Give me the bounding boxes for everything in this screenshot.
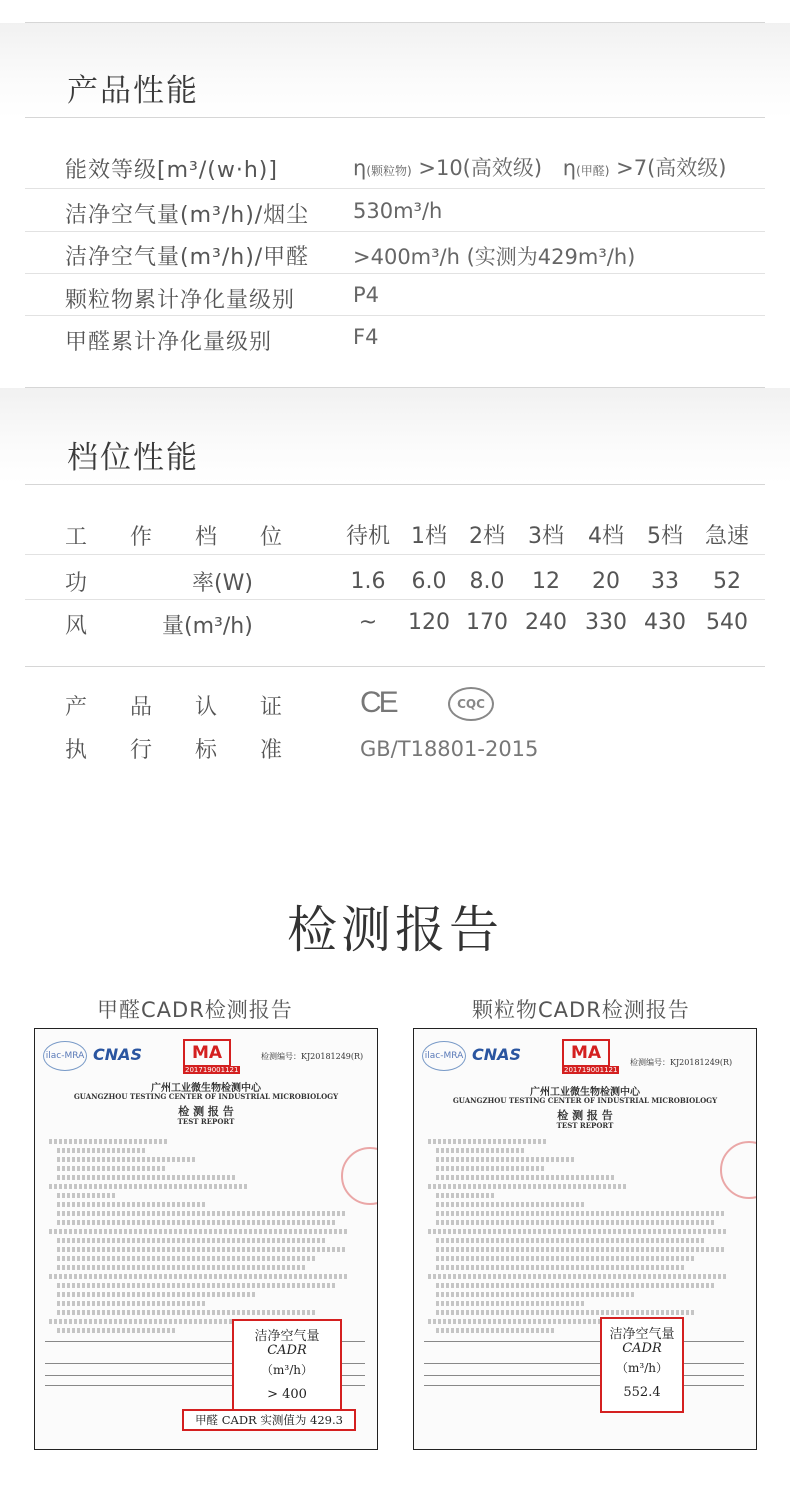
standard-label: 执 行 标 准 — [65, 738, 300, 763]
spec-label-smoke: 洁净空气量(m³/h)/烟尘 — [65, 203, 310, 228]
ma-logo-icon: MA — [183, 1039, 231, 1067]
gear-modes-cell: 4档 — [588, 524, 624, 549]
gear-modes-cell: 1档 — [411, 524, 447, 549]
report-text-line — [57, 1283, 337, 1288]
spec-value-particle-grade: P4 — [353, 283, 380, 307]
ccc-mark-icon: CQC — [448, 687, 494, 721]
report-logos — [43, 1039, 373, 1079]
report-text-line — [436, 1220, 716, 1225]
report-text-line — [436, 1157, 576, 1162]
gear-modes-cell: 3档 — [528, 524, 564, 549]
report-text-line — [49, 1139, 169, 1144]
spec-row-divider — [25, 188, 765, 189]
gear-air-cell: 240 — [525, 610, 567, 635]
left-report-document[interactable] — [34, 1028, 378, 1450]
cadr-note-box — [182, 1409, 356, 1431]
spec-row-divider — [25, 231, 765, 232]
report-text-line — [436, 1310, 696, 1315]
report-text-line — [428, 1139, 548, 1144]
gear-air-cell: 170 — [466, 610, 508, 635]
gear-air-cell: ~ — [358, 610, 378, 635]
seal-icon — [341, 1147, 378, 1205]
gear-power-cell: 6.0 — [411, 569, 447, 594]
center-name-cn: 广州工业微生物检测中心 — [530, 1087, 640, 1098]
gear-row-label-air-b: 量(m³/h) — [162, 614, 253, 639]
report-text-line — [57, 1220, 337, 1225]
gear-modes-cell: 2档 — [469, 524, 505, 549]
left-report-caption: 甲醛CADR检测报告 — [97, 998, 293, 1022]
report-table-rule — [424, 1385, 744, 1386]
report-text-line — [57, 1238, 327, 1243]
report-title-cn: 检 测 报 告 — [178, 1105, 234, 1118]
gear-modes-cell: 待机 — [345, 524, 390, 549]
report-text-line — [57, 1310, 317, 1315]
report-title-en: TEST REPORT — [177, 1117, 235, 1126]
report-text-line — [49, 1274, 349, 1279]
test-number: 检测编号：KJ20181249(R) — [261, 1052, 364, 1061]
gear-row-label-power-a: 功 — [65, 571, 88, 596]
report-text-line — [436, 1211, 726, 1216]
gear-power-cell: 33 — [651, 569, 679, 594]
spec-value-smoke: 530m³/h — [353, 199, 443, 223]
gear-row-divider — [25, 599, 765, 600]
ilac-logo-icon: ilac-MRA — [422, 1041, 466, 1071]
gear-modes-cell: 5档 — [647, 524, 683, 549]
product-header-divider — [25, 117, 765, 118]
report-text-line — [57, 1256, 317, 1261]
gear-row-label-mode: 工 作 档 位 — [65, 525, 300, 550]
report-text-line — [57, 1175, 237, 1180]
ilac-logo-icon: ilac-MRA — [43, 1041, 87, 1071]
ma-number: 201719001121 — [564, 1066, 618, 1074]
ma-number: 201719001121 — [185, 1066, 239, 1074]
spec-value-formaldehyde: >400m³/h (实测为429m³/h) — [353, 245, 636, 269]
report-text-line — [57, 1157, 197, 1162]
cnas-logo-icon: CNAS — [93, 1045, 143, 1064]
cadr-box-cadr: CADR — [267, 1343, 307, 1358]
cadr-box-value: > 400 — [267, 1387, 307, 1402]
report-text-line — [436, 1301, 586, 1306]
ce-mark-icon: CE — [360, 686, 396, 719]
report-table-rule — [424, 1375, 744, 1376]
center-name-en: GUANGZHOU TESTING CENTER OF INDUSTRIAL MICROBIOLOGY — [73, 1092, 339, 1101]
gear-modes-cell: 急速 — [704, 524, 749, 549]
report-text-line — [57, 1265, 307, 1270]
report-text-line — [436, 1166, 546, 1171]
report-text-line — [436, 1328, 556, 1333]
spec-label-efficiency: 能效等级[m³/(w·h)] — [65, 158, 278, 183]
gear-row-divider — [25, 554, 765, 555]
report-text-line — [49, 1184, 249, 1189]
report-text-line — [436, 1265, 686, 1270]
report-text-line — [57, 1211, 347, 1216]
report-text-line — [57, 1301, 207, 1306]
report-text-line — [57, 1292, 257, 1297]
reports-title: 检测报告 — [287, 901, 503, 959]
spec-value-formaldehyde-grade: F4 — [353, 325, 379, 349]
gear-row-label-air-a: 风 — [65, 614, 88, 639]
gear-power-cell: 12 — [532, 569, 560, 594]
spec-row-divider — [25, 315, 765, 316]
report-text-line — [436, 1202, 586, 1207]
report-text-line — [428, 1274, 728, 1279]
spec-label-particle-grade: 颗粒物累计净化量级别 — [65, 288, 296, 313]
cadr-box-cadr: CADR — [622, 1341, 662, 1356]
gear-section-title: 档位性能 — [67, 440, 199, 476]
report-title-en: TEST REPORT — [556, 1121, 614, 1130]
report-text-line — [436, 1175, 616, 1180]
report-text-line — [436, 1148, 526, 1153]
cadr-note: 甲醛 CADR 实测值为 429.3 — [195, 1413, 343, 1427]
report-text-line — [428, 1229, 728, 1234]
cert-divider — [25, 666, 765, 667]
report-text-line — [57, 1328, 177, 1333]
spec-label-formaldehyde: 洁净空气量(m³/h)/甲醛 — [65, 245, 310, 270]
cadr-box-value: 552.4 — [623, 1385, 661, 1400]
cadr-highlight-box — [600, 1317, 684, 1413]
report-text-line — [57, 1202, 207, 1207]
report-text-line — [49, 1229, 349, 1234]
report-text-line — [428, 1184, 628, 1189]
gear-air-cell: 330 — [585, 610, 627, 635]
gear-power-cell: 1.6 — [350, 569, 386, 594]
report-title-cn: 检 测 报 告 — [557, 1109, 613, 1122]
report-text-line — [436, 1193, 496, 1198]
test-number: 检测编号：KJ20181249(R) — [630, 1058, 733, 1067]
report-table-rule — [424, 1363, 744, 1364]
cadr-box-unit: （m³/h） — [261, 1363, 313, 1377]
gear-power-cell: 20 — [592, 569, 620, 594]
right-report-caption: 颗粒物CADR检测报告 — [472, 998, 690, 1022]
right-report-document[interactable] — [413, 1028, 757, 1450]
gear-power-cell: 8.0 — [469, 569, 505, 594]
gear-power-cell: 52 — [713, 569, 741, 594]
center-name-en: GUANGZHOU TESTING CENTER OF INDUSTRIAL MICROBIOLOGY — [452, 1096, 718, 1105]
report-text-line — [436, 1238, 706, 1243]
cadr-box-title: 洁净空气量 — [254, 1329, 320, 1344]
standard-value: GB/T18801-2015 — [360, 737, 539, 761]
report-text-line — [57, 1166, 167, 1171]
product-section-title: 产品性能 — [67, 73, 199, 109]
gear-row-label-power-b: 率(W) — [192, 571, 253, 596]
cert-label: 产 品 认 证 — [65, 695, 300, 720]
report-text-line — [57, 1247, 347, 1252]
report-text-line — [436, 1283, 716, 1288]
seal-icon — [720, 1141, 757, 1199]
spec-row-divider — [25, 273, 765, 274]
report-logos — [422, 1039, 752, 1079]
spec-value-efficiency: η(颗粒物) >10(高效级) η(甲醛) >7(高效级) — [353, 156, 727, 180]
spec-label-formaldehyde-grade: 甲醛累计净化量级别 — [65, 330, 273, 355]
gear-air-cell: 120 — [408, 610, 450, 635]
report-text-line — [57, 1148, 147, 1153]
report-text-line — [436, 1292, 636, 1297]
report-table-rule — [424, 1341, 744, 1342]
ma-logo-icon: MA — [562, 1039, 610, 1067]
gear-air-cell: 540 — [706, 610, 748, 635]
cadr-box-unit: （m³/h） — [616, 1361, 668, 1375]
gear-air-cell: 430 — [644, 610, 686, 635]
cadr-box-title: 洁净空气量 — [609, 1327, 675, 1342]
center-name-cn: 广州工业微生物检测中心 — [151, 1083, 261, 1094]
report-text-line — [436, 1247, 726, 1252]
gear-header-divider — [25, 484, 765, 485]
report-text-line — [436, 1256, 696, 1261]
cadr-highlight-box — [232, 1319, 342, 1413]
cnas-logo-icon: CNAS — [472, 1045, 522, 1064]
report-text-line — [57, 1193, 117, 1198]
